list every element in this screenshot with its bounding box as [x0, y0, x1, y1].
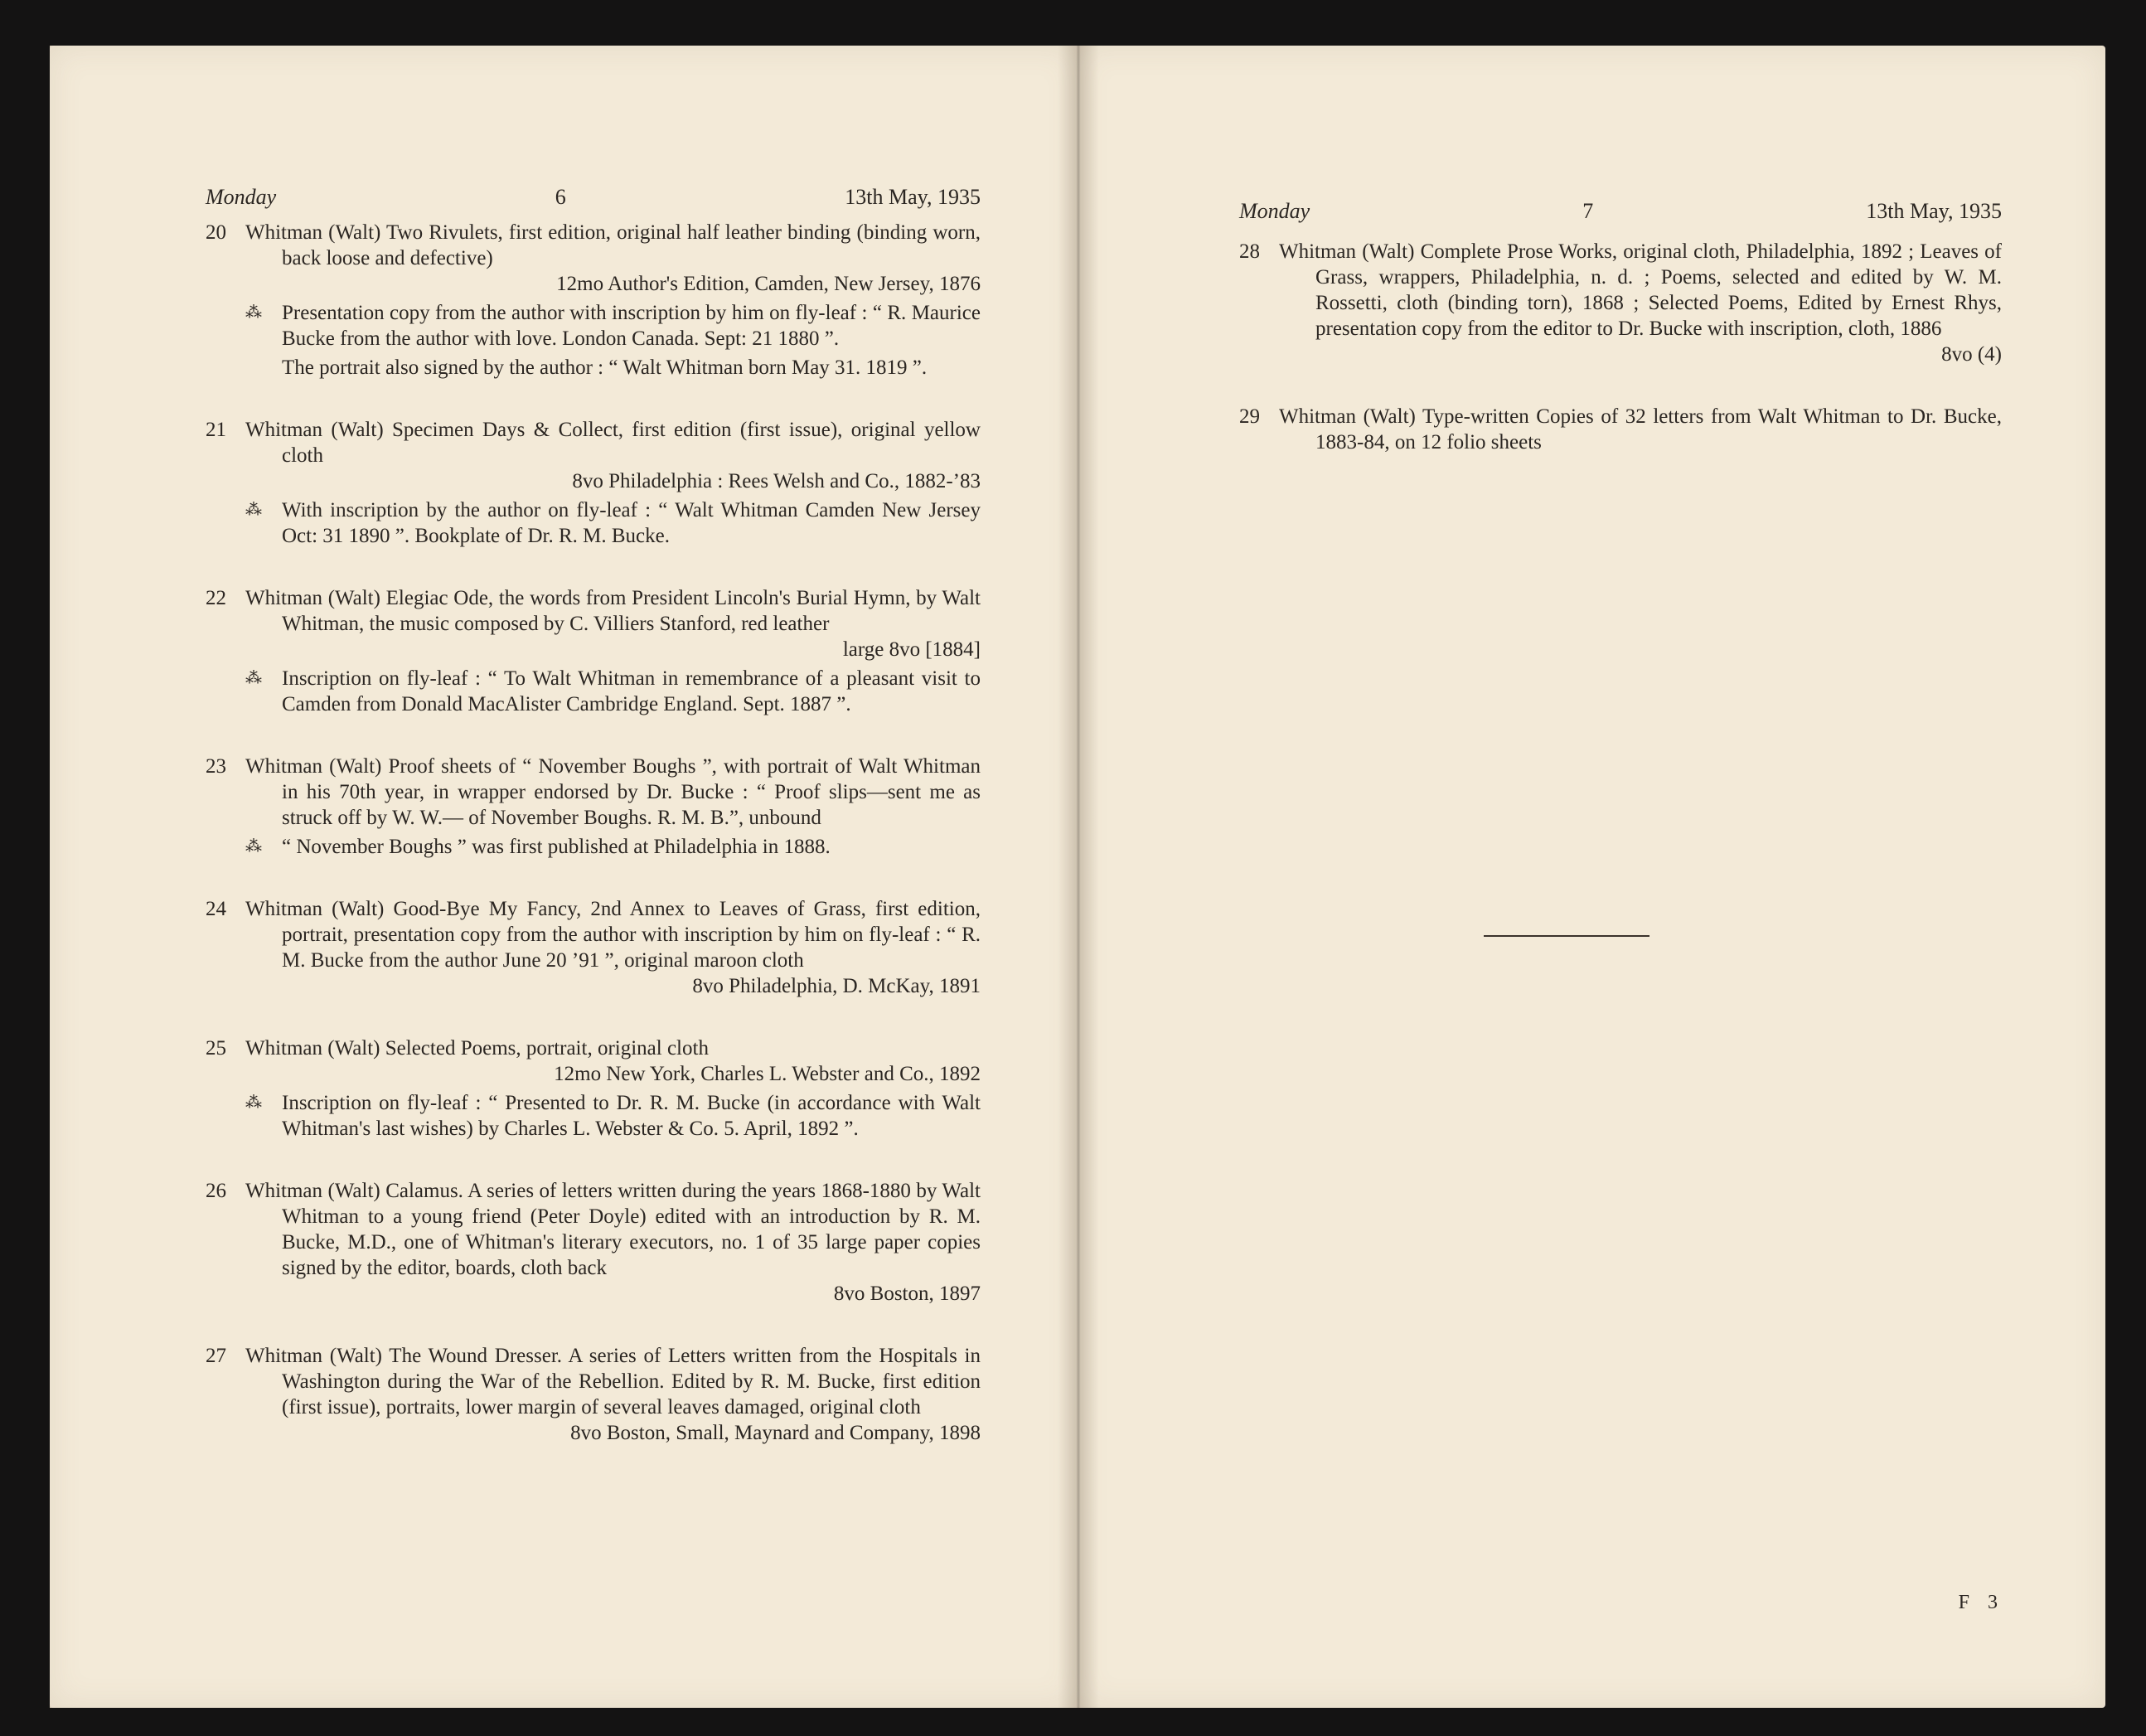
- lot-imprint: 12mo Author's Edition, Camden, New Jersey, 1876: [556, 273, 981, 295]
- asterism-icon: ⁂: [245, 837, 262, 856]
- lot-entry: [206, 1178, 981, 1307]
- lot-description: Whitman (Walt) Proof sheets of “ November Boughs ”, with portrait of Walt Whitman in his 70th year, in wrapper endorsed by Dr. Bucke : “ Proof slips—sent me as struck off by W. W.— of November Boughs. R. M. B.”, unbound: [245, 755, 981, 829]
- header-day: Monday: [1239, 199, 1310, 223]
- lot-entry: [206, 220, 981, 381]
- header-date: 13th May, 1935: [845, 185, 981, 209]
- lot-entry: [206, 1343, 981, 1446]
- lot-imprint: 8vo Boston, 1897: [833, 1283, 981, 1305]
- header-page-number: 7: [1582, 199, 1594, 223]
- lot-entry: [206, 896, 981, 999]
- header-page-number: 6: [555, 185, 566, 209]
- lot-note: [245, 834, 981, 860]
- asterism-icon: ⁂: [245, 669, 262, 687]
- lot-note: [245, 355, 981, 381]
- lot-list-left: [206, 220, 981, 1482]
- end-rule: [1484, 935, 1649, 937]
- lot-note: [245, 666, 981, 717]
- lot-description: Whitman (Walt) Good-Bye My Fancy, 2nd Annex to Leaves of Grass, first edition, portrait, presentation copy from the author with inscription by him on fly-leaf : “ R. M. Bucke from the author June 20 ’91 ”, original maroon cloth: [245, 898, 981, 972]
- lot-imprint: 8vo Philadelphia : Rees Welsh and Co., 1882-’83: [572, 470, 981, 492]
- lot-number: 21: [206, 419, 226, 441]
- lot-entry: [206, 754, 981, 860]
- lot-note: [245, 1090, 981, 1142]
- lot-number: 27: [206, 1345, 226, 1367]
- lot-description: Whitman (Walt) Selected Poems, portrait, original cloth: [245, 1037, 709, 1060]
- lot-number: 20: [206, 221, 226, 244]
- lot-number: 28: [1239, 240, 1260, 263]
- lot-imprint: 8vo Boston, Small, Maynard and Company, 1898: [570, 1422, 981, 1444]
- left-page: [50, 46, 1078, 1708]
- lot-note-text: Inscription on fly-leaf : “ Presented to Dr. R. M. Bucke (in accordance with Walt Whitman's last wishes) by Charles L. Webster & Co. 5. April, 1892 ”.: [282, 1092, 981, 1140]
- lot-description: Whitman (Walt) The Wound Dresser. A series of Letters written from the Hospitals in Washington during the War of the Rebellion. Edited by R. M. Bucke, first edition (first issue), portraits, lower margin of several leaves damaged, original cloth: [245, 1345, 981, 1418]
- lot-entry: [1239, 239, 2002, 367]
- header-date: 13th May, 1935: [1866, 199, 2002, 223]
- lot-description: Whitman (Walt) Specimen Days & Collect, first edition (first issue), original yellow cloth: [245, 419, 981, 467]
- lot-number: 25: [206, 1037, 226, 1060]
- lot-imprint: 8vo (4): [1941, 343, 2002, 366]
- lot-description: Whitman (Walt) Two Rivulets, first edition, original half leather binding (binding worn, back loose and defective): [245, 221, 981, 269]
- lot-note-text: “ November Boughs ” was first published at Philadelphia in 1888.: [282, 836, 831, 858]
- header-day: Monday: [206, 185, 277, 209]
- lot-imprint: 8vo Philadelphia, D. McKay, 1891: [692, 975, 981, 997]
- running-head-left: [206, 185, 981, 210]
- asterism-icon: ⁂: [245, 303, 262, 322]
- lot-note-text: The portrait also signed by the author : “ Walt Whitman born May 31. 1819 ”.: [282, 356, 928, 379]
- lot-note-text: Inscription on fly-leaf : “ To Walt Whitman in remembrance of a pleasant visit to Camden from Donald MacAlister Cambridge England. Sept. 1887 ”.: [282, 667, 981, 715]
- lot-description: Whitman (Walt) Calamus. A series of letters written during the years 1868-1880 by Walt Whitman to a young friend (Peter Doyle) edited with an introduction by R. M. Bucke, M.D., one of Whitman's literary executors, no. 1 of 35 large paper copies signed by the editor, boards, cloth back: [245, 1180, 981, 1279]
- asterism-icon: ⁂: [245, 501, 262, 519]
- lot-imprint: 12mo New York, Charles L. Webster and Co., 1892: [554, 1063, 981, 1085]
- lot-note-text: Presentation copy from the author with inscription by him on fly-leaf : “ R. Maurice Bucke from the author with love. London Canada. Sept: 21 1880 ”.: [282, 302, 981, 350]
- lot-description: Whitman (Walt) Elegiac Ode, the words from President Lincoln's Burial Hymn, by Walt Whitman, the music composed by C. Villiers Stanford, red leather: [245, 587, 981, 635]
- lot-number: 22: [206, 587, 226, 609]
- lot-list-right: [1239, 239, 2002, 492]
- running-head-right: [1239, 199, 2002, 224]
- lot-number: 29: [1239, 405, 1260, 428]
- lot-note: [245, 300, 981, 352]
- lot-note-text: With inscription by the author on fly-leaf : “ Walt Whitman Camden New Jersey Oct: 31 1890 ”. Bookplate of Dr. R. M. Bucke.: [282, 499, 981, 547]
- lot-entry: [1239, 404, 2002, 455]
- lot-number: 24: [206, 898, 226, 920]
- lot-imprint: large 8vo [1884]: [842, 638, 981, 661]
- lot-number: 26: [206, 1180, 226, 1202]
- lot-description: Whitman (Walt) Complete Prose Works, original cloth, Philadelphia, 1892 ; Leaves of Grass, wrappers, Philadelphia, n. d. ; Poems, selected and edited by W. M. Rossetti, cloth (binding torn), 1868 ; Selected Poems, Edited by Ernest Rhys, presentation copy from the editor to Dr. Bucke with inscription, cloth, 1886: [1279, 240, 2002, 340]
- right-page: [1078, 46, 2105, 1708]
- lot-description: Whitman (Walt) Type-written Copies of 32 letters from Walt Whitman to Dr. Bucke, 1883-84, on 12 folio sheets: [1279, 405, 2002, 453]
- lot-entry: [206, 1035, 981, 1142]
- asterism-icon: ⁂: [245, 1093, 262, 1112]
- lot-entry: [206, 585, 981, 717]
- lot-note: [245, 497, 981, 549]
- lot-entry: [206, 417, 981, 549]
- signature-mark: F 3: [1958, 1592, 2004, 1613]
- lot-number: 23: [206, 755, 226, 778]
